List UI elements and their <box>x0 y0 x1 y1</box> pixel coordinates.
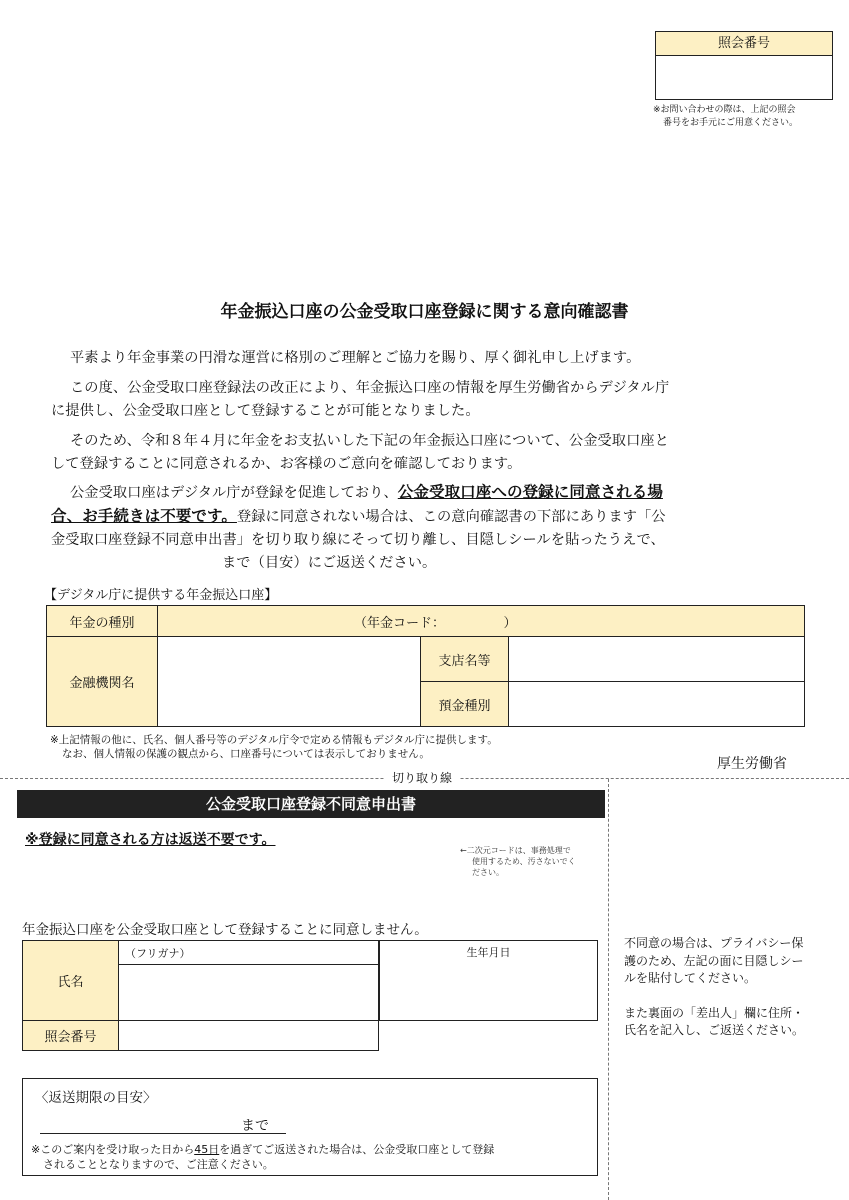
qr-code-note: ←二次元コードは、事務処理で 使用するため、汚さないでく ださい。 <box>460 846 576 877</box>
branch-value <box>509 637 805 682</box>
no-procedure-emphasis: 公金受取口座への登録に同意される場 <box>397 483 663 501</box>
intro-paragraph-4: 公金受取口座はデジタル庁が登録を促進しており、公金受取口座への登録に同意される場 合、お手続きは不要です。登録に同意されない場合は、この意向確認書の下部にあります「公 金受取口座登録不同意申出書」を切り取り線にそって切り離し、目隠しシールを貼ったうえで、 まで（目安）にご返送ください。 <box>51 483 666 571</box>
deadline-note: ※このご案内を受け取った日から45日を過ぎてご返送された場合は、公金受取口座として登録 されることとなりますので、ご注意ください。 <box>31 1143 495 1171</box>
vertical-cut-line <box>608 779 609 1200</box>
deadline-made: まで <box>241 1118 269 1134</box>
applicant-table <box>22 940 379 1051</box>
ministry-name: 厚生労働省 <box>717 756 787 772</box>
non-consent-declaration: 年金振込口座を公金受取口座として登録することに同意しません。 <box>22 922 428 938</box>
deposit-type-label: 預金種別 <box>421 682 509 727</box>
privacy-note: 不同意の場合は、プライバシー保 護のため、左記の面に目隠しシー ルを貼付してください。 また裏面の「差出人」欄に住所・ 氏名を記入し、ご返送ください。 <box>624 936 805 1037</box>
form-title: 公金受取口座登録不同意申出書 <box>17 790 605 818</box>
deadline-box <box>22 1078 598 1176</box>
intro-paragraph-2: この度、公金受取口座登録法の改正により、年金振込口座の情報を厚生労働省からデジタル庁 に提供し、公金受取口座として登録することが可能となりました。 <box>51 380 670 419</box>
deadline-days: 45日 <box>194 1143 220 1156</box>
pension-type-label: 年金の種別 <box>47 606 158 637</box>
account-table <box>46 605 805 727</box>
reference-number-header: 照会番号 <box>656 32 832 56</box>
intro-paragraph-3: そのため、令和８年４月に年金をお支払いした下記の年金振込口座について、公金受取口座と して登録することに同意されるか、お客様のご意向を確認しております。 <box>51 433 669 472</box>
deposit-type-value <box>509 682 805 727</box>
reference-number-field[interactable] <box>119 1021 379 1051</box>
branch-label: 支店名等 <box>421 637 509 682</box>
bank-name-label: 金融機関名 <box>47 637 158 727</box>
no-return-notice: ※登録に同意される方は返送不要です。 <box>25 832 276 848</box>
page-title: 年金振込口座の公金受取口座登録に関する意向確認書 <box>220 302 629 322</box>
pension-code: （年金コード： ） <box>158 606 805 637</box>
deadline-title: 〈返送期限の目安〉 <box>35 1090 157 1106</box>
reference-number-box <box>655 31 833 100</box>
reference-number-label: 照会番号 <box>23 1021 119 1051</box>
account-note: ※上記情報の他に、氏名、個人番号等のデジタル庁令で定める情報もデジタル庁に提供します。 なお、個人情報の保護の観点から、口座番号については表示しておりません。 <box>50 734 498 760</box>
cut-line-label: 切り取り線 <box>384 769 460 786</box>
birthdate-box[interactable] <box>379 940 598 1021</box>
birthdate-label: 生年月日 <box>466 946 511 959</box>
name-field[interactable] <box>119 965 379 1021</box>
reference-number-note: ※お問い合わせの際は、上記の照会 番号をお手元にご用意ください。 <box>653 105 799 128</box>
name-label: 氏名 <box>23 941 119 1021</box>
bank-name-value <box>158 637 421 727</box>
intro-paragraph-1: 平素より年金事業の円滑な運営に格別のご理解とご協力を賜り、厚く御礼申し上げます。 <box>70 350 641 366</box>
account-section-label: 【デジタル庁に提供する年金振込口座】 <box>44 588 278 603</box>
furigana-label: （フリガナ） <box>119 941 379 965</box>
